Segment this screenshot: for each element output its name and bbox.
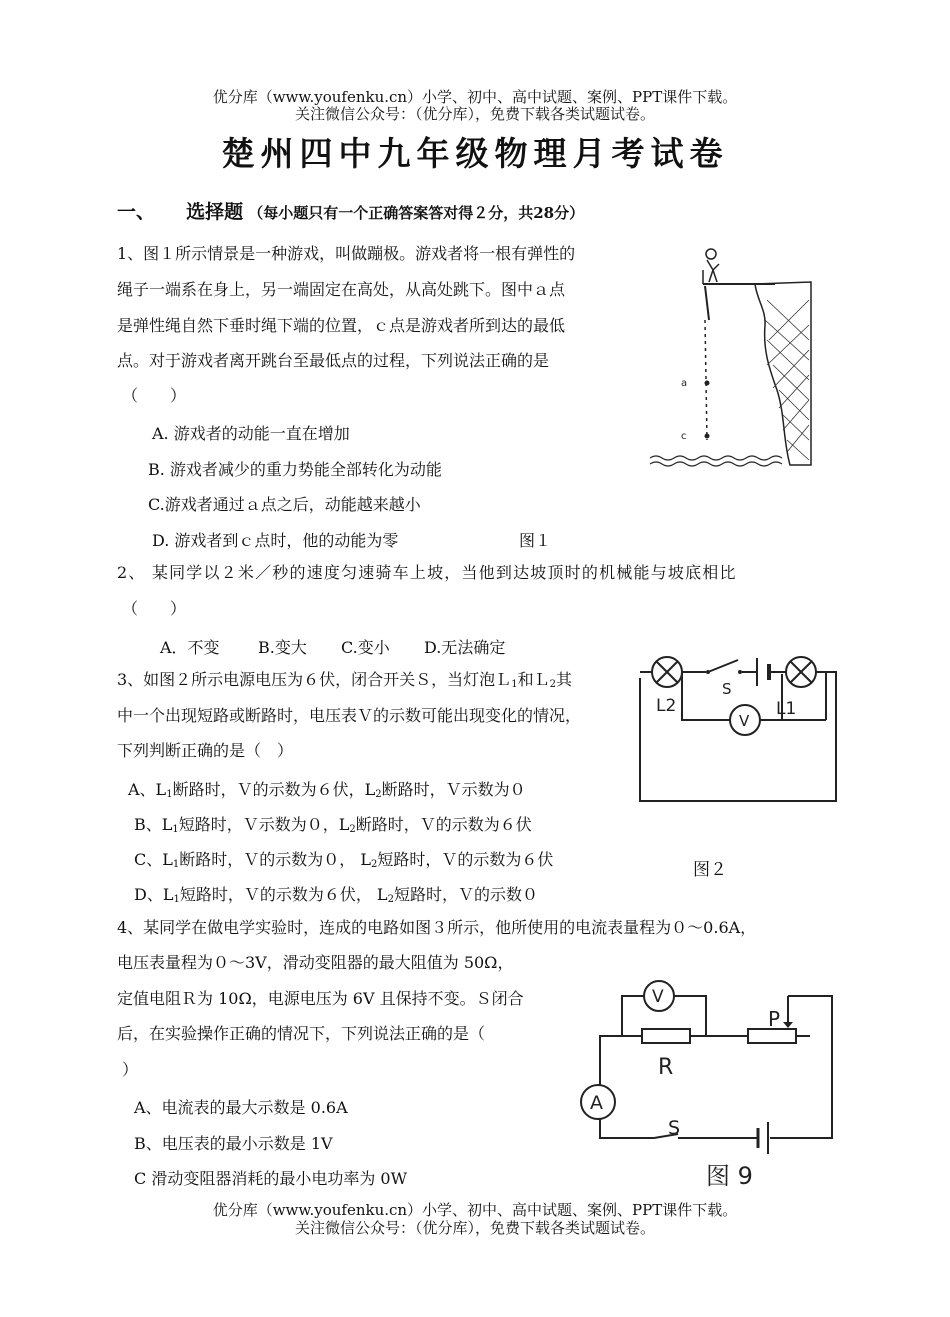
q3-a-part-3: 断路时，Ｖ示数为０ [381, 780, 526, 799]
figure-2-label: 图２ [693, 860, 727, 880]
fig3-label-r: R [658, 1055, 674, 1080]
point-a-label: a [681, 378, 688, 389]
q4-line-2: 电压表量程为０～3V，滑动变阻器的最大阻值为 50Ω， [117, 953, 514, 972]
q2-option-a: A．不变 [160, 638, 220, 657]
q1-option-c: C.游戏者通过ａ点之后，动能越来越小 [148, 495, 421, 514]
figure-1-bungee [645, 240, 825, 470]
q3-a-sub-1: 1 [166, 789, 173, 800]
resistor-r-icon [642, 1029, 690, 1043]
q1-option-b: B. 游戏者减少的重力势能全部转化为动能 [148, 460, 442, 479]
fig3-label-s: S [668, 1117, 681, 1139]
q1-line-5: （ ） [122, 386, 187, 405]
q2-option-c: C.变小 [341, 638, 390, 657]
q3-b-part-1: B、L [134, 815, 173, 834]
q4-line-1: 4、某同学在做电学实验时，连成的电路如图３所示，他所使用的电流表量程为０～0.6A， [117, 918, 757, 937]
switch-icon [706, 660, 742, 674]
q3-c-sub-1: 1 [172, 859, 180, 870]
q3-c-sub-2: 2 [370, 859, 378, 870]
q3-line-1-part-c: 其 [555, 670, 572, 689]
q4-option-c: C 滑动变阻器消耗的最小电功率为 0W [134, 1169, 408, 1188]
q2-paren: （ ） [122, 599, 187, 618]
q3-c-part-3: 短路时，Ｖ的示数为６伏 [377, 850, 554, 869]
fig3-ammeter-label: A [590, 1092, 603, 1114]
q3-a-sub-2: 2 [375, 789, 382, 800]
q3-c-part-1: C、L [134, 850, 173, 869]
q4-option-a: A、电流表的最大示数是 0.6A [134, 1098, 348, 1117]
q2-option-d: D.无法确定 [424, 638, 506, 657]
q3-b-part-2: 短路时，Ｖ示数为０，L [178, 815, 350, 834]
q4-line-5: ） [122, 1060, 139, 1079]
rheostat-icon [748, 1029, 796, 1043]
q3-b-sub-1: 1 [172, 824, 179, 835]
voltmeter-icon [644, 981, 674, 1011]
figure-3-circuit [578, 978, 842, 1192]
section-note: （每小题只有一个正确答案答对得２分，共28分） [248, 204, 585, 222]
q1-line-3: 是弹性绳自然下垂时绳下端的位置，ｃ点是游戏者所到达的最低 [117, 316, 566, 335]
q3-line-1-part-a: 3、如图２所示电源电压为６伏，闭合开关Ｓ，当灯泡Ｌ [117, 670, 512, 689]
q2-line: 2、 某同学以２米／秒的速度匀速骑车上坡，当他到达坡顶时的机械能与坡底相比 [117, 563, 737, 582]
q3-b-sub-2: 2 [349, 824, 356, 835]
q3-option-c [134, 847, 553, 870]
q3-c-part-2: 断路时，Ｖ的示数为０， L [179, 850, 371, 869]
ammeter-icon [581, 1085, 615, 1119]
bungee-rope [705, 320, 707, 440]
footer-line-1: 优分库（www.youfenku.cn）小学、初中、高中试题、案例、PPT课件下载。 [212, 1201, 738, 1219]
q4-line-4: 后，在实验操作正确的情况下，下列说法正确的是（ [117, 1024, 486, 1043]
fig3-label-p: P [768, 1007, 781, 1031]
section-heading [117, 197, 584, 224]
figure-2-circuit [636, 646, 840, 804]
battery-icon [757, 658, 769, 686]
fig3-caption: 图 9 [706, 1162, 753, 1190]
label-l1: L1 [776, 699, 797, 719]
header-line-1: 优分库（www.youfenku.cn）小学、初中、高中试题、案例、PPT课件下载。 [212, 88, 738, 106]
q3-a-part-1: A、L [128, 780, 167, 799]
q3-sub-2: 2 [549, 679, 556, 690]
q3-b-part-3: 断路时，Ｖ的示数为６伏 [355, 815, 532, 834]
footer-line-2: 关注微信公众号：（优分库），免费下载各类试题试卷。 [294, 1219, 655, 1237]
q3-line-1 [117, 670, 572, 690]
q3-line-2: 中一个出现短路或断路时，电压表Ｖ的示数可能出现变化的情况， [117, 706, 582, 725]
label-s: S [722, 680, 732, 698]
q3-option-d [134, 882, 538, 905]
q3-d-sub-2: 2 [387, 894, 394, 905]
q2-option-b: B.变大 [258, 638, 307, 657]
q3-sub-1: 1 [511, 679, 518, 690]
slider-arrow-icon [783, 1022, 793, 1028]
header-line-2: 关注微信公众号：（优分库），免费下载各类试题试卷。 [294, 105, 655, 123]
figure-1-label: 图１ [519, 531, 552, 550]
lamp-l2-icon [652, 657, 682, 687]
q1-line-1: 1、图１所示情景是一种游戏，叫做蹦极。游戏者将一根有弹性的 [117, 244, 576, 263]
q3-line-3: 下列判断正确的是（ ） [117, 741, 294, 760]
label-l2: L2 [656, 696, 677, 716]
q3-d-part-1: D、L [134, 885, 174, 904]
section-name: 选择题 [186, 201, 244, 223]
section-number: 一、 [117, 201, 156, 223]
battery-icon [758, 1122, 768, 1154]
q3-line-1-part-b: 和Ｌ [517, 670, 550, 689]
q1-option-d: D. 游戏者到ｃ点时，他的动能为零 [152, 531, 399, 550]
q1-option-a: A. 游戏者的动能一直在增加 [152, 424, 350, 443]
fig3-voltmeter-label: V [652, 987, 664, 1007]
point-a-marker [705, 381, 710, 386]
point-c-marker [705, 434, 710, 439]
point-c-label: c [681, 431, 687, 442]
jumper-icon [706, 249, 716, 259]
q3-a-part-2: 断路时，Ｖ的示数为６伏，L [172, 780, 376, 799]
q1-line-2: 绳子一端系在身上，另一端固定在高处，从高处跳下。图中ａ点 [117, 280, 566, 299]
q3-option-a [128, 777, 526, 800]
lamp-l1-icon [786, 657, 816, 687]
q3-d-part-3: 短路时，Ｖ的示数０ [393, 885, 538, 904]
water-line [650, 456, 782, 460]
q4-line-3: 定值电阻Ｒ为 10Ω，电源电压为 6V 且保持不变。Ｓ闭合 [117, 989, 524, 1008]
q3-d-sub-1: 1 [173, 894, 180, 905]
q1-line-4: 点。对于游戏者离开跳台至最低点的过程，下列说法正确的是 [117, 351, 550, 370]
voltmeter-icon [730, 705, 760, 735]
q4-option-b: B、电压表的最小示数是 1V [134, 1134, 333, 1153]
voltmeter-label: V [739, 712, 750, 730]
q3-d-part-2: 短路时，Ｖ的示数为６伏， L [179, 885, 388, 904]
page-title: 楚州四中九年级物理月考试卷 [221, 134, 729, 173]
q3-option-b [134, 812, 532, 835]
